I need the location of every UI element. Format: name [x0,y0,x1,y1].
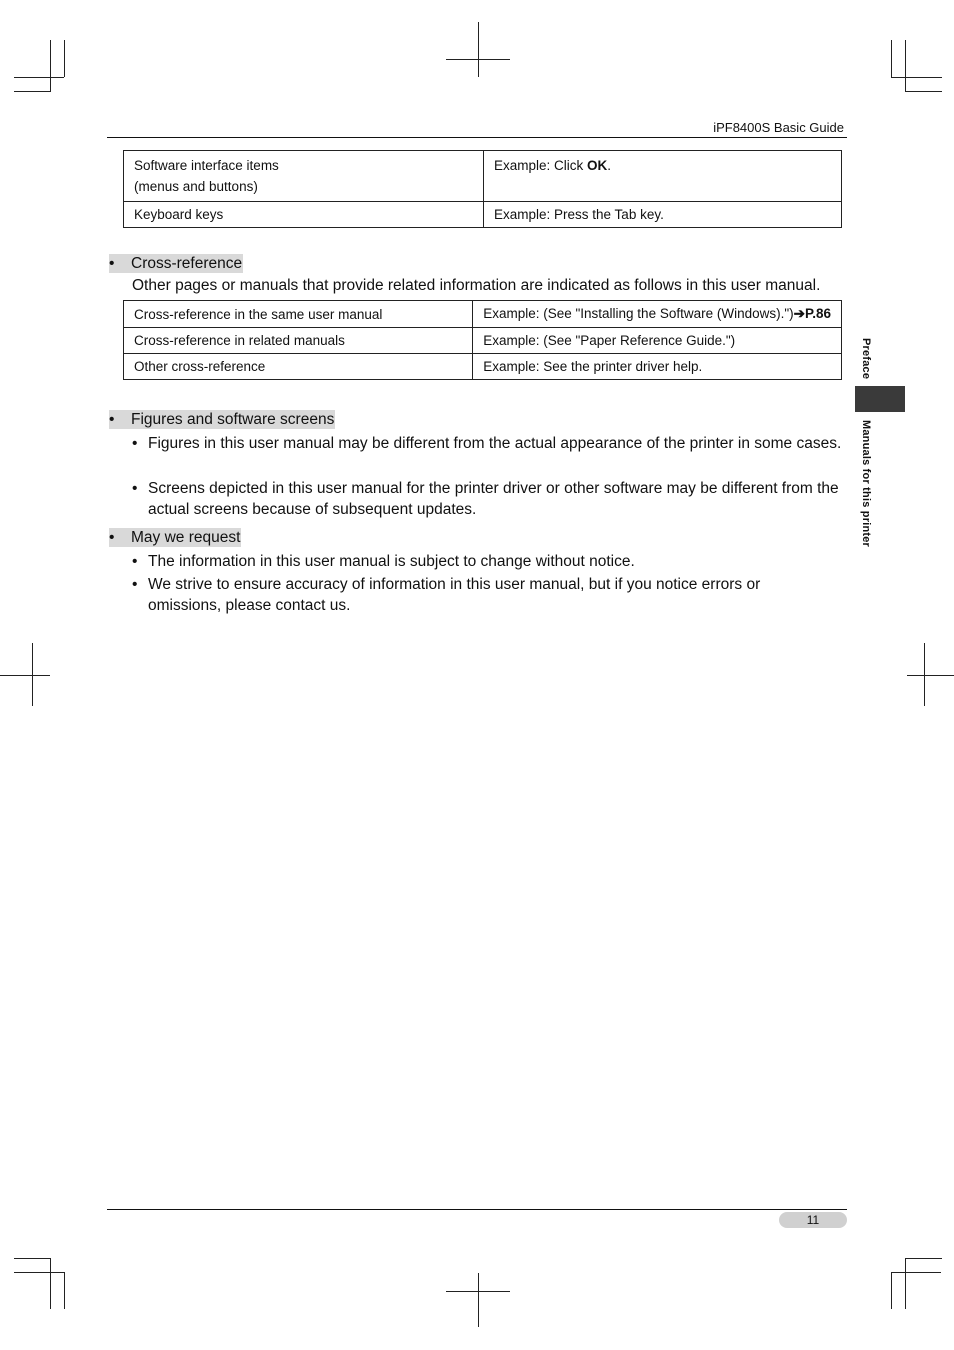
table-row [124,328,842,354]
list-item: • We strive to ensure accuracy of information in this user manual, but if you notice errors or omissions, please contact us. [132,576,761,614]
table-cell: Software interface items (menus and buttons) [124,151,484,202]
list-item: • Screens depicted in this user manual for the printer driver or other software may be different from the actual screens because of subsequent updates. [132,480,839,518]
chapter-tab [855,386,905,412]
page-number: 11 [779,1212,847,1228]
crossref-body: Other pages or manuals that provide related information are indicated as follows in this user manual. [132,277,821,294]
chapter-label: Preface [860,338,872,380]
table-cell: Example: See the printer driver help. [473,354,842,380]
section-heading-request: • May we request [109,529,241,546]
table-row [124,301,842,328]
table-cell: Other cross-reference [124,354,473,380]
table-row [124,202,842,228]
table-cell: Cross-reference in related manuals [124,328,473,354]
footer-rule [107,1209,847,1210]
list-item: • The information in this user manual is subject to change without notice. [132,553,635,570]
guide-title: iPF8400S Basic Guide [713,120,844,135]
interface-notation-table [123,150,842,228]
table-cell: Keyboard keys [124,202,484,228]
section-label: Manuals for this printer [860,420,872,548]
table-row [124,354,842,380]
header-rule [107,137,847,138]
section-heading-figures: • Figures and software screens [109,411,335,428]
cross-reference-table [123,300,842,380]
table-cell: Example: (See "Installing the Software (Windows).")➔P.86 [473,301,842,328]
table-cell: Example: Click OK. [484,151,842,202]
arrow-icon: ➔ [793,306,805,321]
table-cell: Example: (See "Paper Reference Guide.") [473,328,842,354]
table-cell: Cross-reference in the same user manual [124,301,473,328]
table-cell: Example: Press the Tab key. [484,202,842,228]
list-item: • Figures in this user manual may be different from the actual appearance of the printer in some cases. [132,435,842,452]
section-heading-crossref: • Cross-reference [109,255,243,272]
table-row [124,151,842,202]
